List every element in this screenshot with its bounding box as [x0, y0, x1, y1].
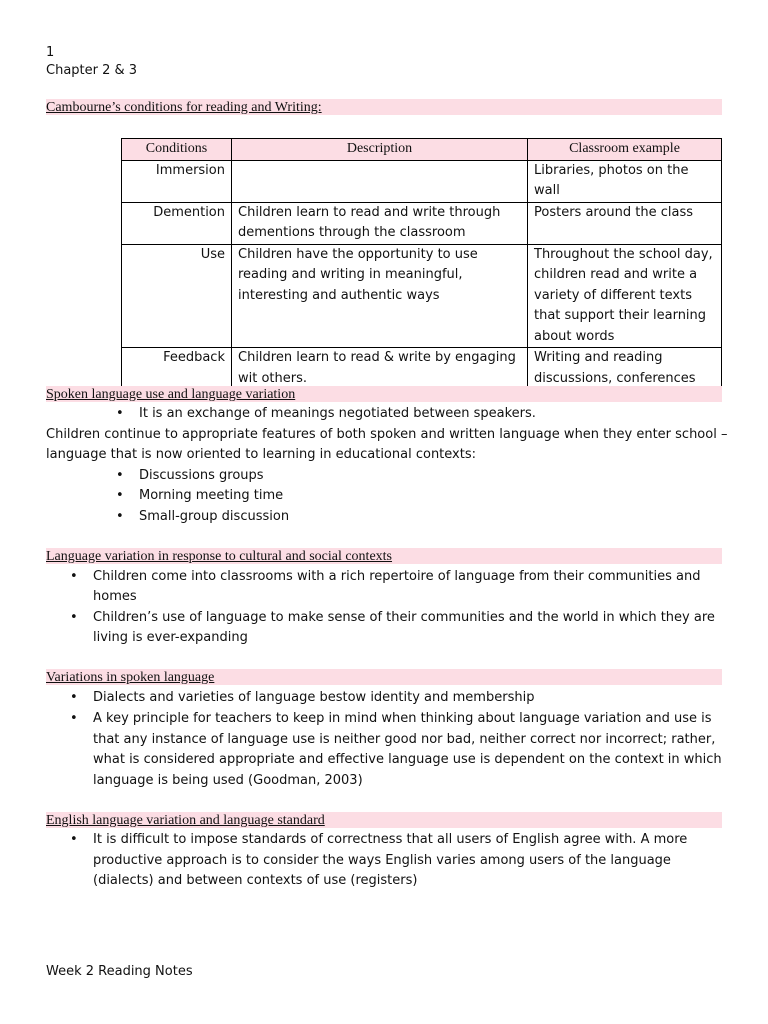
table-cell-description: Children learn to read & write by engaging wit others.: [232, 348, 528, 390]
section-heading-cambourne: Cambourne’s conditions for reading and Writing:: [46, 99, 722, 115]
table-row: [122, 202, 722, 244]
table-row: [122, 244, 722, 348]
table-cell-condition: Feedback: [122, 348, 232, 390]
table-cell-description: [232, 160, 528, 202]
table-cell-condition: Use: [122, 244, 232, 348]
page-number: 1: [46, 45, 55, 60]
footer-text: Week 2 Reading Notes: [46, 964, 193, 979]
list-item: • Children’s use of language to make sense of their communities and the world in which they are living is ever-expanding: [70, 610, 715, 645]
table-cell-example: Posters around the class: [528, 202, 722, 244]
table-cell-example: Throughout the school day, children read and write a variety of different texts that support their learning about words: [528, 244, 722, 348]
section-heading-spoken-variations: Variations in spoken language: [46, 669, 722, 685]
paragraph-line: language that is now oriented to learning in educational contexts:: [46, 447, 476, 462]
section-heading-language-variation: Language variation in response to cultural and social contexts: [46, 548, 722, 564]
table-header-description: Description: [232, 139, 528, 161]
table-cell-condition: Demention: [122, 202, 232, 244]
chapter-label: Chapter 2 & 3: [46, 63, 138, 78]
table-header-example: Classroom example: [528, 139, 722, 161]
conditions-table: [121, 138, 722, 390]
table-header-row: [122, 139, 722, 161]
table-row: [122, 160, 722, 202]
section-heading-spoken-language: Spoken language use and language variation: [46, 386, 722, 402]
list-item: • Children come into classrooms with a rich repertoire of language from their communities and homes: [70, 569, 701, 604]
table-cell-description: Children learn to read and write through dementions through the classroom: [232, 202, 528, 244]
table-cell-condition: Immersion: [122, 160, 232, 202]
paragraph-line: Children continue to appropriate features of both spoken and written language when they enter school –: [46, 427, 728, 442]
table-header-conditions: Conditions: [122, 139, 232, 161]
section-heading-english-standard: English language variation and language standard: [46, 812, 722, 828]
table-cell-description: Children have the opportunity to use reading and writing in meaningful, interesting and authentic ways: [232, 244, 528, 348]
list-item: • A key principle for teachers to keep in mind when thinking about language variation and use is that any instance of language use is neither good nor bad, neither correct nor incorrect; rather, what is considered appropriate and effective language use is dependent on the context in which language is being used (Goodman, 2003): [70, 711, 722, 788]
list-item: • It is difficult to impose standards of correctness that all users of English agree with. A more productive approach is to consider the ways English varies among users of the language (dialects) and between contexts of use (registers): [70, 832, 688, 888]
table-cell-example: Libraries, photos on the wall: [528, 160, 722, 202]
table-cell-example: Writing and reading discussions, conferences: [528, 348, 722, 390]
table-row: [122, 348, 722, 390]
